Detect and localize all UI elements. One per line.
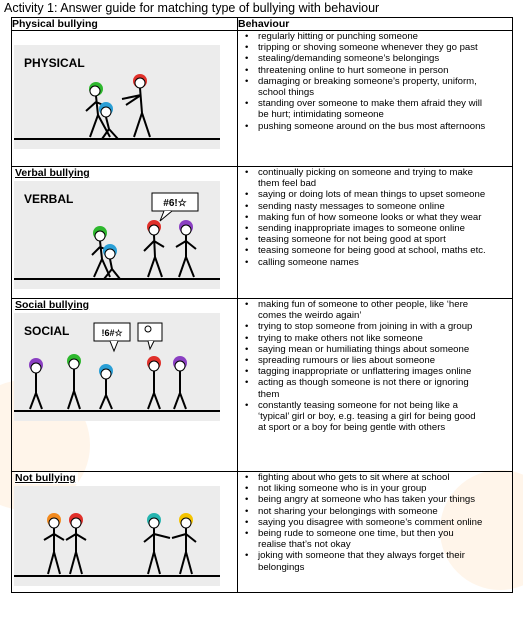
table-row-social [12,299,513,472]
verbal-image-cell [12,167,238,299]
verbal-behaviours-cell [238,167,513,299]
behaviour-item: • threatening online to hurt someone in person [240,65,510,76]
speech-bubble-text: !6#☆ [101,328,123,338]
image-caption: SOCIAL [24,324,70,338]
social-illustration [14,313,220,421]
behaviour-item: • being angry at someone who has taken your things [240,494,510,505]
behaviour-item: • regularly hitting or punching someone [240,31,510,42]
image-caption: VERBAL [24,192,74,206]
table-row-physical [12,31,513,167]
image-caption: PHYSICAL [24,56,85,70]
behaviour-item: • pushing someone around on the bus most afternoons [240,121,510,132]
header-behaviour: Behaviour [238,18,513,31]
page-title: Activity 1: Answer guide for matching type of bullying with behaviour [4,1,380,15]
behaviour-item: belongings [258,561,305,573]
behaviour-item: be hurt; intimidating someone [258,109,384,121]
behaviour-item: • spreading rumours or lies about someone [240,355,510,366]
section-label: Not bullying [15,472,76,484]
behaviour-item: • sending nasty messages to someone online [240,201,510,212]
physical-image-cell [12,31,238,167]
behaviour-item: at sport or a boy for being gentle with others [258,422,446,434]
behaviour-item: • stealing/demanding someone’s belongings [240,53,510,64]
behaviour-item: • not sharing your belongings with someone [240,506,510,517]
behaviour-item: • tripping or shoving someone whenever they go past [240,42,510,53]
behaviour-item: school things [258,87,314,99]
behaviour-item: them feel bad [258,178,317,190]
behaviour-list [238,472,512,573]
behaviour-item: • saying you disagree with someone’s comment online [240,517,510,528]
behaviour-item: • saying mean or humiliating things about someone [240,344,510,355]
physical-behaviours-cell [238,31,513,167]
behaviour-list [238,167,512,268]
behaviour-item: • damaging or breaking someone’s property, uniform, [240,76,510,87]
behaviour-item: them [258,388,280,400]
verbal-illustration [14,181,220,289]
section-label: Verbal bullying [15,167,90,179]
behaviour-list [238,299,512,433]
behaviour-item: • saying or doing lots of mean things to upset someone [240,189,510,200]
not-bullying-behaviours-cell [238,472,513,593]
behaviour-item: • not liking someone who is in your group [240,483,510,494]
not-bullying-illustration [14,486,220,586]
behaviour-list [238,31,512,132]
physical-illustration [14,45,220,149]
behaviour-item: • constantly teasing someone for not being like a [240,400,510,411]
behaviour-item: • tagging inappropriate or unflattering images online [240,366,510,377]
section-label: Social bullying [15,299,90,311]
behaviour-item: • making fun of how someone looks or what they wear [240,212,510,223]
behaviour-item: • trying to make others not like someone [240,333,510,344]
behaviour-item: realise that’s not okay [258,539,351,551]
behaviour-item: • fighting about who gets to sit where at school [240,472,510,483]
behaviour-item: • being rude to someone one time, but then you [240,528,510,539]
behaviour-item: • making fun of someone to other people, like ‘here [240,299,510,310]
behaviour-item: • acting as though someone is not there or ignoring [240,377,510,388]
social-behaviours-cell [238,299,513,472]
behaviour-item: ‘typical’ girl or boy, e.g. teasing a girl for being good [258,411,476,423]
social-image-cell [12,299,238,472]
behaviour-item: comes the weirdo again’ [258,310,362,322]
behaviour-item: • teasing someone for not being good at sport [240,234,510,245]
table-header-row [12,18,513,31]
behaviour-item: • standing over someone to make them afraid they will [240,98,510,109]
behaviour-item: • trying to stop someone from joining in with a group [240,321,510,332]
table-row-not-bullying [12,472,513,593]
header-type: Physical bullying [12,18,238,31]
behaviour-item: • teasing someone for being good at school, maths etc. [240,245,510,256]
behaviour-item: • sending inappropriate images to someone online [240,223,510,234]
behaviour-item: • calling someone names [240,257,510,268]
behaviour-item: • joking with someone that they always forget their [240,550,510,561]
answer-guide-table [11,17,513,593]
speech-bubble-text: #6!☆ [163,198,187,209]
table-row-verbal [12,167,513,299]
not-bullying-image-cell [12,472,238,593]
behaviour-item: • continually picking on someone and trying to make [240,167,510,178]
